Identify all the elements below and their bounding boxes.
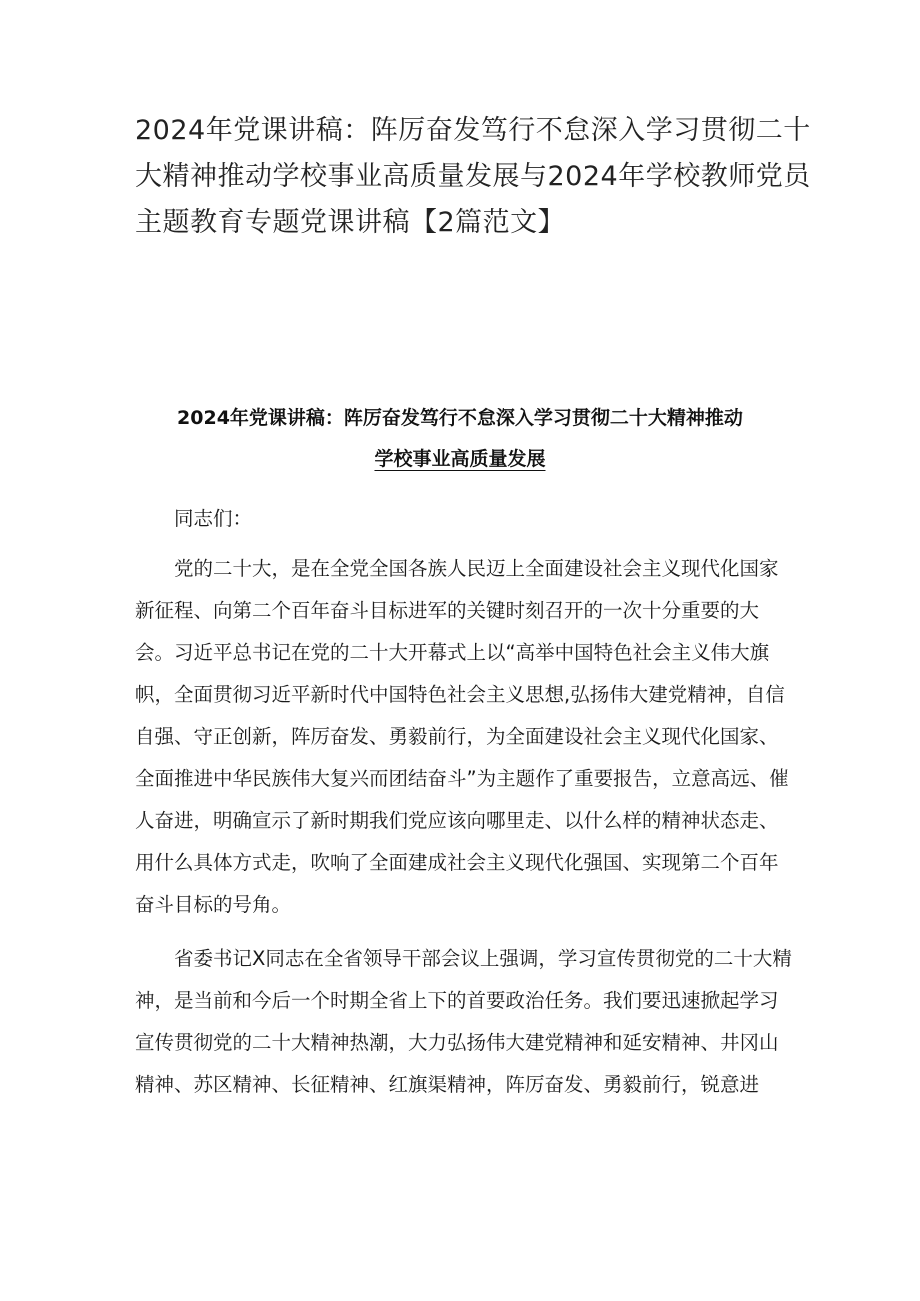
paragraph-1: 党的二十大，是在全党全国各族人民迈上全面建设社会主义现代化国家新征程、向第二个百年奋斗目标进军的关键时刻召开的一次十分重要的大会。习近平总书记在党的二十大开幕式上以“高举中国特色社会主义伟大旗帜，全面贯彻习近平新时代中国特色社会主义思想,弘扬伟大建党精神，自信自强、守正创新，阵厉奋发、勇毅前行，为全面建设社会主义现代化国家、全面推进中华民族伟大复兴而团结奋斗”为主题作了重要报告，立意高远、催人奋进，明确宣示了新时期我们党应该向哪里走、以什么样的精神状态走、用什么具体方式走，吹响了全面建成社会主义现代化强国、实现第二个百年奋斗目标的号角。 [135,557,789,916]
article-title [120,398,800,480]
article-title-line1: 2024年党课讲稿：阵厉奋发笃行不怠深入学习贯彻二十大精神推动 [177,407,743,429]
document-title: 2024年党课讲稿：阵厉奋发笃行不怠深入学习贯彻二十大精神推动学校事业高质量发展与2024年学校教师党员主题教育专题党课讲稿【2篇范文】 [135,115,811,238]
salutation: 同志们： [174,507,253,530]
article-title-line2: 学校事业高质量发展 [374,448,546,470]
article-body [135,498,795,1106]
paragraph-2: 省委书记X同志在全省领导干部会议上强调，学习宣传贯彻党的二十大精神，是当前和今后一个时期全省上下的首要政治任务。我们要迅速掀起学习宣传贯彻党的二十大精神热潮，大力弘扬伟大建党精神和延安精神、井冈山精神、苏区精神、长征精神、红旗渠精神，阵厉奋发、勇毅前行，锐意进 [135,947,792,1096]
